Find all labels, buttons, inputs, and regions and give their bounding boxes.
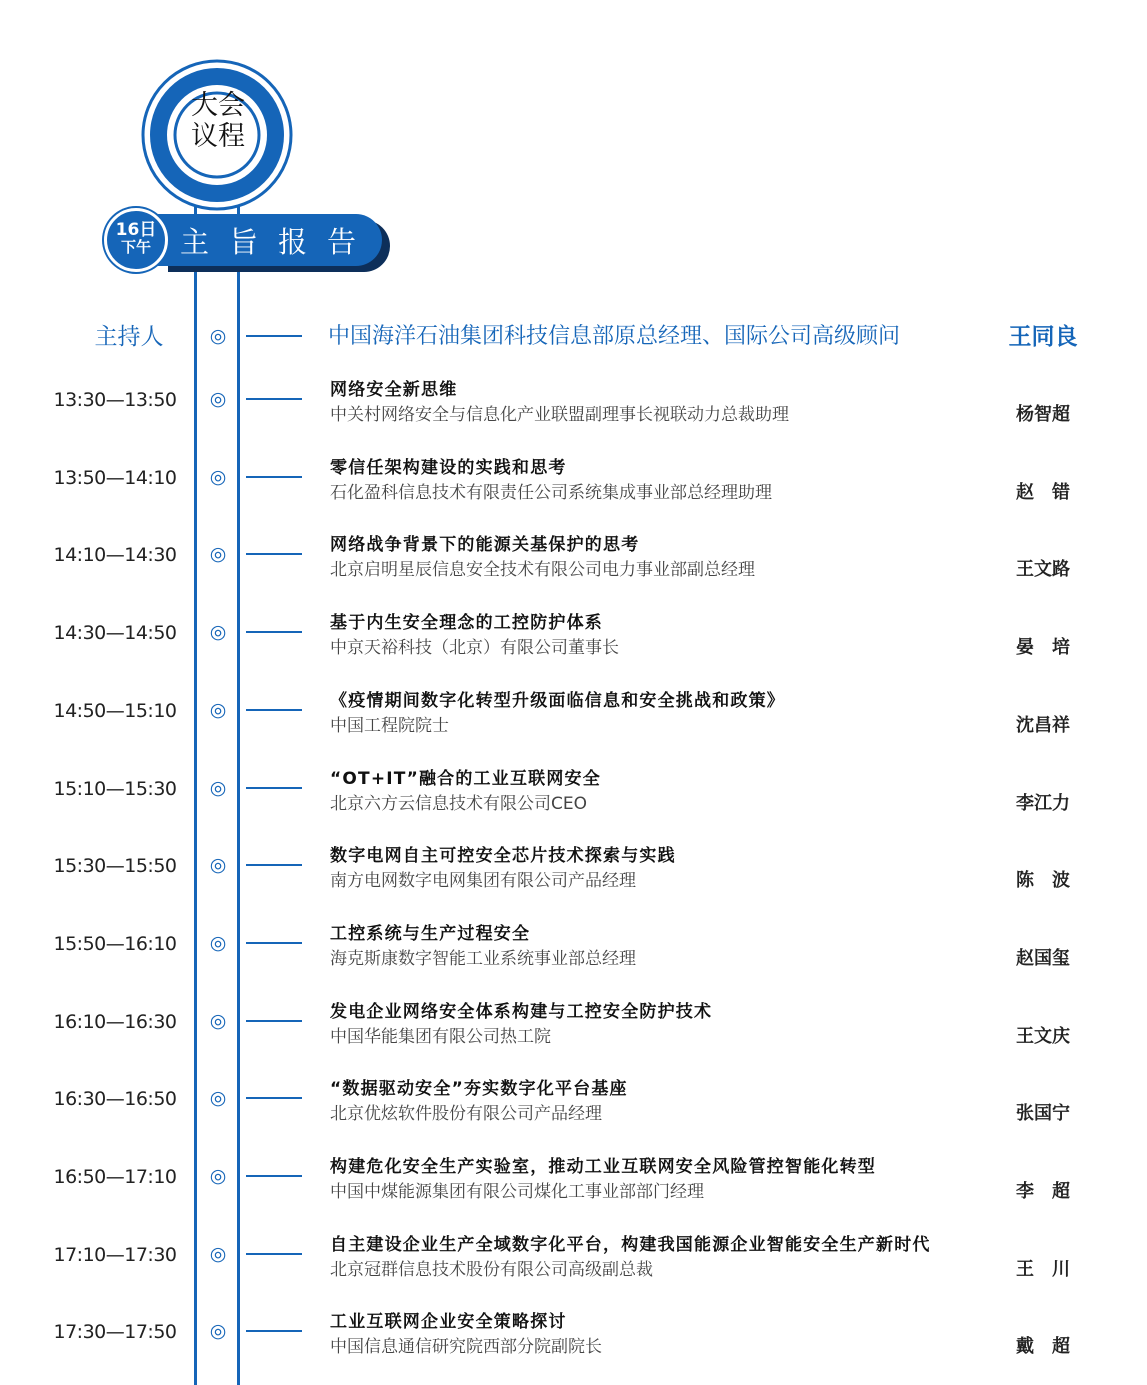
connector-line [246,335,302,337]
connector-line [246,709,302,711]
talk-title: 零信任架构建设的实践和思考 [330,458,567,478]
section-title: 主旨报告 [180,224,377,259]
speaker-name: 赵国玺 [1016,948,1070,969]
speaker-affiliation: 北京冠群信息技术股份有限公司高级副总裁 [330,1260,653,1280]
double-circle-icon: ◎ [209,388,227,410]
day-label: 16日 [115,220,157,240]
speaker-affiliation: 海克斯康数字智能工业系统事业部总经理 [330,949,636,969]
talk-title: 《疫情期间数字化转型升级面临信息和安全挑战和政策》 [330,691,785,711]
session-time: 15:50—16:10 [53,933,177,955]
session-time: 16:50—17:10 [53,1166,177,1188]
session-time: 17:10—17:30 [53,1244,177,1266]
speaker-name: 李江力 [1016,793,1070,814]
day-badge [104,208,168,272]
speaker-affiliation: 石化盈科信息技术有限责任公司系统集成事业部总经理助理 [330,483,772,503]
speaker-affiliation: 中关村网络安全与信息化产业联盟副理事长视联动力总裁助理 [330,405,789,425]
connector-line [246,553,302,555]
double-circle-icon: ◎ [209,1165,227,1187]
double-circle-icon: ◎ [209,543,227,565]
speaker-affiliation: 中国信息通信研究院西部分院副院长 [330,1337,602,1357]
session-time: 16:30—16:50 [53,1088,177,1110]
emblem-title [188,90,248,152]
session-time: 14:10—14:30 [53,544,177,566]
talk-title: 网络安全新思维 [330,380,458,400]
connector-line [246,942,302,944]
connector-line [246,787,302,789]
speaker-name: 赵 错 [1016,482,1070,503]
connector-line [246,864,302,866]
speaker-affiliation: 中国中煤能源集团有限公司煤化工事业部部门经理 [330,1182,704,1202]
emblem-title-line1: 大会 [191,90,245,121]
speaker-affiliation: 中京天裕科技（北京）有限公司董事长 [330,638,619,658]
speaker-affiliation: 北京优炫软件股份有限公司产品经理 [330,1104,602,1124]
connector-line [246,398,302,400]
talk-title: 数字电网自主可控安全芯片技术探索与实践 [330,846,676,866]
speaker-name: 王文路 [1016,559,1070,580]
connector-line [246,1253,302,1255]
speaker-name: 王文庆 [1016,1026,1070,1047]
period-label: 下午 [120,238,151,256]
section-banner [158,214,382,266]
speaker-name: 李 超 [1016,1181,1070,1202]
talk-title: 构建危化安全生产实验室，推动工业互联网安全风险管控智能化转型 [330,1157,876,1177]
connector-line [246,1020,302,1022]
double-circle-icon: ◎ [209,1010,227,1032]
connector-line [246,476,302,478]
double-circle-icon: ◎ [209,932,227,954]
host-affiliation: 中国海洋石油集团科技信息部原总经理、国际公司高级顾问 [328,324,901,349]
host-name: 王同良 [1008,324,1078,350]
speaker-affiliation: 中国华能集团有限公司热工院 [330,1027,551,1047]
speaker-name: 晏 培 [1016,637,1070,658]
session-time: 17:30—17:50 [53,1321,177,1343]
speaker-affiliation: 中国工程院院士 [330,716,449,736]
session-time: 16:10—16:30 [53,1011,177,1033]
session-time: 13:50—14:10 [53,467,177,489]
double-circle-icon: ◎ [209,621,227,643]
session-time: 15:10—15:30 [53,778,177,800]
talk-title: 发电企业网络安全体系构建与工控安全防护技术 [330,1002,713,1022]
emblem-title-line2: 议程 [191,121,245,152]
speaker-affiliation: 南方电网数字电网集团有限公司产品经理 [330,871,636,891]
speaker-affiliation: 北京启明星辰信息安全技术有限公司电力事业部副总经理 [330,560,755,580]
talk-title: 基于内生安全理念的工控防护体系 [330,613,603,633]
connector-line [246,1330,302,1332]
double-circle-icon: ◎ [209,1243,227,1265]
double-circle-icon: ◎ [209,699,227,721]
session-time: 14:30—14:50 [53,622,177,644]
session-time: 14:50—15:10 [53,700,177,722]
host-label: 主持人 [94,324,164,350]
speaker-name: 戴 超 [1016,1336,1070,1357]
session-time: 13:30—13:50 [53,389,177,411]
speaker-affiliation: 北京六方云信息技术有限公司CEO [330,794,587,814]
double-circle-icon: ◎ [209,466,227,488]
talk-title: 自主建设企业生产全域数字化平台，构建我国能源企业智能安全生产新时代 [330,1235,931,1255]
talk-title: 网络战争背景下的能源关基保护的思考 [330,535,640,555]
speaker-name: 陈 波 [1016,870,1070,891]
double-circle-icon: ◎ [209,1320,227,1342]
connector-line [246,1175,302,1177]
double-circle-icon: ◎ [209,777,227,799]
connector-line [246,1097,302,1099]
talk-title: “OT+IT”融合的工业互联网安全 [330,769,601,789]
talk-title: 工业互联网企业安全策略探讨 [330,1312,567,1332]
double-circle-icon: ◎ [209,854,227,876]
speaker-name: 杨智超 [1016,404,1070,425]
talk-title: 工控系统与生产过程安全 [330,924,531,944]
connector-line [246,631,302,633]
speaker-name: 王 川 [1016,1259,1070,1280]
talk-title: “数据驱动安全”夯实数字化平台基座 [330,1079,628,1099]
double-circle-icon: ◎ [209,1087,227,1109]
speaker-name: 张国宁 [1016,1103,1070,1124]
double-circle-icon: ◎ [209,325,227,347]
speaker-name: 沈昌祥 [1016,715,1070,736]
session-time: 15:30—15:50 [53,855,177,877]
